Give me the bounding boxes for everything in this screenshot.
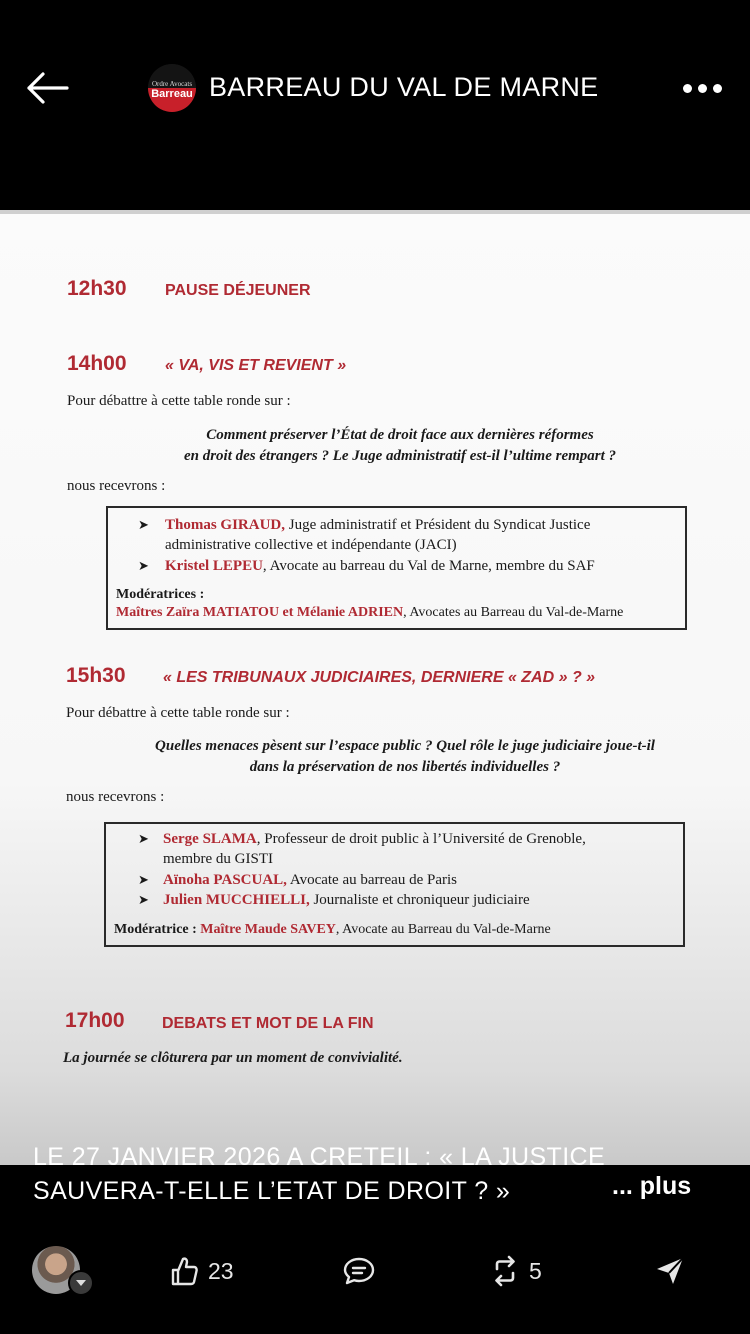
session-closing: La journée se clôturera par un moment de convivialité. <box>63 1050 403 1066</box>
guest-name: Aïnoha PASCUAL, <box>163 872 287 888</box>
account-name[interactable]: BARREAU DU VAL DE MARNE <box>209 72 599 102</box>
see-more-link[interactable]: ... plus <box>612 1172 692 1200</box>
guest-role: , Professeur de droit public à l’Université de Grenoble, <box>256 831 586 847</box>
arrow-bullet-icon: ➤ <box>138 558 149 573</box>
session-time: 12h30 <box>67 277 127 300</box>
moderator-role: , Avocate au Barreau du Val-de-Marne <box>335 922 551 937</box>
back-button[interactable] <box>22 66 72 110</box>
session-receive: nous recevrons : <box>67 478 166 494</box>
dot-icon <box>683 84 692 93</box>
arrow-bullet-icon: ➤ <box>138 872 149 887</box>
moderator-line <box>114 922 551 938</box>
guest-role: administrative collective et indépendante (JACI) <box>165 537 457 553</box>
moderator-names: Maîtres Zaïra MATIATOU et Mélanie ADRIEN <box>116 605 404 620</box>
moderator-role: , Avocates au Barreau du Val-de-Marne <box>403 605 624 620</box>
guests-box <box>104 822 685 947</box>
guest-entry <box>138 556 683 576</box>
repost-icon <box>491 1255 519 1287</box>
top-bar <box>0 0 750 180</box>
arrow-bullet-icon: ➤ <box>138 831 149 846</box>
session-question <box>120 425 680 467</box>
moderators-label: Modératrices : <box>116 587 205 602</box>
caption-line: SAUVERA-T-ELLE L’ETAT DE DROIT ? » <box>33 1177 511 1205</box>
dot-icon <box>698 84 707 93</box>
question-line: en droit des étrangers ? Le Juge administratif est-il l’ultime rempart ? <box>183 448 617 464</box>
document-edge <box>0 210 750 214</box>
session-time: 14h00 <box>67 352 127 375</box>
guest-role: Juge administratif et Président du Syndicat Justice <box>285 517 591 533</box>
session-time: 17h00 <box>65 1009 125 1032</box>
like-count: 23 <box>208 1257 234 1284</box>
guest-name: Julien MUCCHIELLI, <box>163 892 310 908</box>
guest-role: membre du GISTI <box>163 851 273 867</box>
moderator-label: Modératrice : <box>114 922 201 937</box>
repost-count: 5 <box>529 1257 542 1284</box>
like-button[interactable] <box>170 1254 234 1288</box>
question-line: Comment préserver l’État de droit face aux dernières réformes <box>206 427 594 443</box>
guest-role: Journaliste et chroniqueur judiciaire <box>309 892 530 908</box>
document-image[interactable] <box>0 210 750 1165</box>
session-question <box>110 736 700 778</box>
action-bar <box>0 1236 750 1306</box>
session-time: 15h30 <box>66 664 126 687</box>
back-arrow-icon <box>25 71 69 105</box>
thumbs-up-icon <box>170 1256 198 1286</box>
session-title: PAUSE DÉJEUNER <box>165 282 311 299</box>
send-icon <box>655 1256 685 1286</box>
account-logo[interactable] <box>148 64 196 112</box>
session-receive: nous recevrons : <box>66 789 165 805</box>
session-title: « LES TRIBUNAUX JUDICIAIRES, DERNIERE « ZAD » ? » <box>163 669 596 686</box>
session-intro: Pour débattre à cette table ronde sur : <box>67 393 291 409</box>
guest-name: Thomas GIRAUD, <box>165 517 286 533</box>
guest-role: Avocate au barreau de Paris <box>286 872 457 888</box>
share-button[interactable] <box>655 1254 685 1288</box>
arrow-bullet-icon: ➤ <box>138 892 149 907</box>
more-options-button[interactable] <box>674 70 730 106</box>
arrow-bullet-icon: ➤ <box>138 517 149 532</box>
moderators-line <box>116 605 623 621</box>
guest-role: , Avocate au barreau du Val de Marne, membre du SAF <box>262 558 595 574</box>
session-intro: Pour débattre à cette table ronde sur : <box>66 705 290 721</box>
guest-entry <box>138 515 683 555</box>
comment-icon <box>343 1256 375 1286</box>
logo-bottom-text: Barreau <box>151 88 193 100</box>
guest-entry <box>138 890 678 910</box>
comment-button[interactable] <box>343 1254 375 1288</box>
caption-line: LE 27 JANVIER 2026 A CRETEIL : « LA JUSTICE <box>33 1143 606 1171</box>
caret-down-icon <box>75 1279 87 1287</box>
guests-box <box>106 506 687 630</box>
moderator-name: Maître Maude SAVEY <box>200 922 336 937</box>
session-title: « VA, VIS ET REVIENT » <box>165 357 347 374</box>
question-line: dans la préservation de nos libertés individuelles ? <box>249 759 561 775</box>
avatar-switch-button[interactable] <box>68 1270 94 1296</box>
logo-top-text: Ordre Avocats <box>151 80 193 88</box>
question-line: Quelles menaces pèsent sur l’espace public ? Quel rôle le juge judiciaire joue-t-il <box>155 738 655 754</box>
guest-name: Serge SLAMA <box>163 831 257 847</box>
session-title: DEBATS ET MOT DE LA FIN <box>162 1015 374 1032</box>
repost-button[interactable] <box>491 1254 542 1288</box>
guest-entry <box>138 870 678 890</box>
dot-icon <box>713 84 722 93</box>
guest-entry <box>138 829 678 869</box>
guest-name: Kristel LEPEU <box>165 558 263 574</box>
